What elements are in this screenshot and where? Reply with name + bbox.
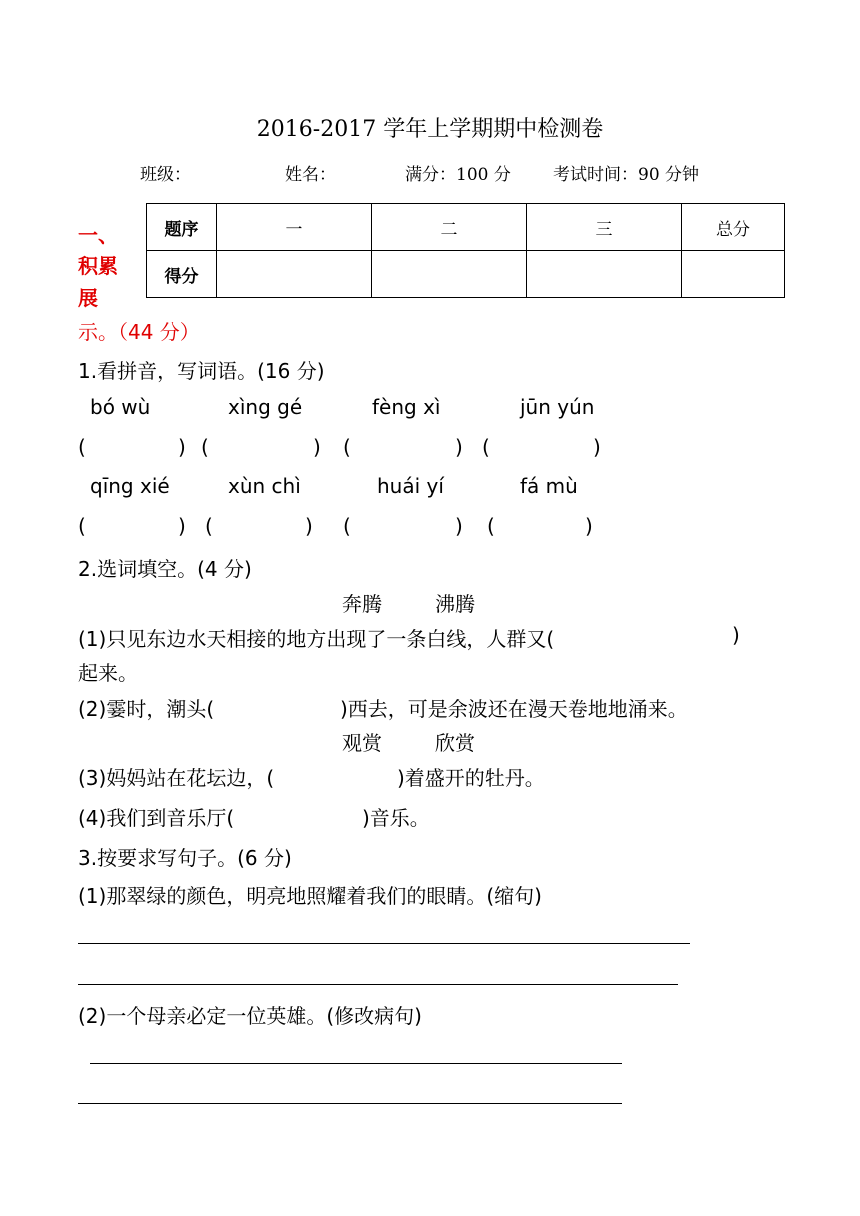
q2-sentence1: (1)只见东边水天相接的地方出现了一条白线，人群又( [78,627,555,651]
blank-5-open: ( [78,514,86,538]
answer-line-1[interactable] [78,943,690,944]
full-score: 满分：100 分 [405,165,511,185]
score-cell-3[interactable] [527,251,682,298]
q2-heading: 2.选词填空。(4 分) [78,557,252,581]
pinyin-7: huái yí [377,474,444,498]
q2-sentence3: (3)妈妈站在花坛边，( [78,766,275,790]
score-table-header-order: 题序 [147,204,217,251]
pinyin-5: qīng xié [90,474,170,498]
pinyin-2: xìng gé [228,395,303,419]
pinyin-8: fá mù [520,474,578,498]
score-table-col-1: 一 [217,204,372,251]
section1-line4: 示。（44 分） [78,320,200,344]
q2-sentence1-cont: 起来。 [78,661,138,685]
pinyin-1: bó wù [90,395,151,419]
pinyin-3: fèng xì [372,395,441,419]
name-label: 姓名： [285,165,336,185]
blank-4-close: ) [593,435,601,459]
q2-sentence2-cont: )西去，可是余波还在漫天卷地地涌来。 [340,697,688,721]
section1-line1: 一、 [78,223,118,247]
blank-1-open: ( [78,435,86,459]
q3-sentence2: (2)一个母亲必定一位英雄。(修改病句) [78,1004,422,1028]
blank-3-open: ( [343,435,351,459]
q2-sentence2: (2)霎时，潮头( [78,697,215,721]
blank-5-close: ) [178,514,186,538]
q3-heading: 3.按要求写句子。(6 分) [78,846,292,870]
q3-sentence1: (1)那翠绿的颜色，明亮地照耀着我们的眼睛。(缩句) [78,884,542,908]
word-choice-guanshang: 观赏 [342,731,382,755]
answer-line-3[interactable] [90,1063,622,1064]
blank-4-open: ( [482,435,490,459]
q2-sentence3-cont: )着盛开的牡丹。 [397,766,545,790]
answer-line-4[interactable] [78,1103,622,1104]
blank-6-close: ) [305,514,313,538]
q2-sentence4: (4)我们到音乐厅( [78,806,235,830]
blank-2-close: ) [313,435,321,459]
blank-8-close: ) [585,514,593,538]
class-label: 班级： [140,165,191,185]
q2-sentence4-cont: )音乐。 [362,806,430,830]
table-row [147,204,785,251]
blank-2-open: ( [201,435,209,459]
answer-line-2[interactable] [78,984,678,985]
word-choice-benteng: 奔腾 [342,592,382,616]
q2-sentence1-close: ) [732,623,740,647]
score-cell-2[interactable] [372,251,527,298]
page-title: 2016-2017 学年上学期期中检测卷 [256,117,604,142]
word-choice-xinshang: 欣赏 [435,731,475,755]
table-row [147,251,785,298]
score-cell-1[interactable] [217,251,372,298]
blank-3-close: ) [455,435,463,459]
blank-7-open: ( [343,514,351,538]
section1-line2: 积累 [78,254,118,278]
blank-6-open: ( [205,514,213,538]
score-cell-total[interactable] [682,251,785,298]
score-table-header-score: 得分 [147,251,217,298]
score-table [146,203,785,298]
score-table-col-3: 三 [527,204,682,251]
score-table-col-2: 二 [372,204,527,251]
exam-time: 考试时间：90 分钟 [553,165,700,185]
section1-line3: 展 [78,286,98,310]
score-table-col-total: 总分 [682,204,785,251]
pinyin-6: xùn chì [228,474,301,498]
word-choice-feiteng: 沸腾 [435,592,475,616]
blank-8-open: ( [487,514,495,538]
blank-1-close: ) [178,435,186,459]
blank-7-close: ) [455,514,463,538]
pinyin-4: jūn yún [520,395,595,419]
q1-heading: 1.看拼音，写词语。(16 分) [78,359,325,383]
